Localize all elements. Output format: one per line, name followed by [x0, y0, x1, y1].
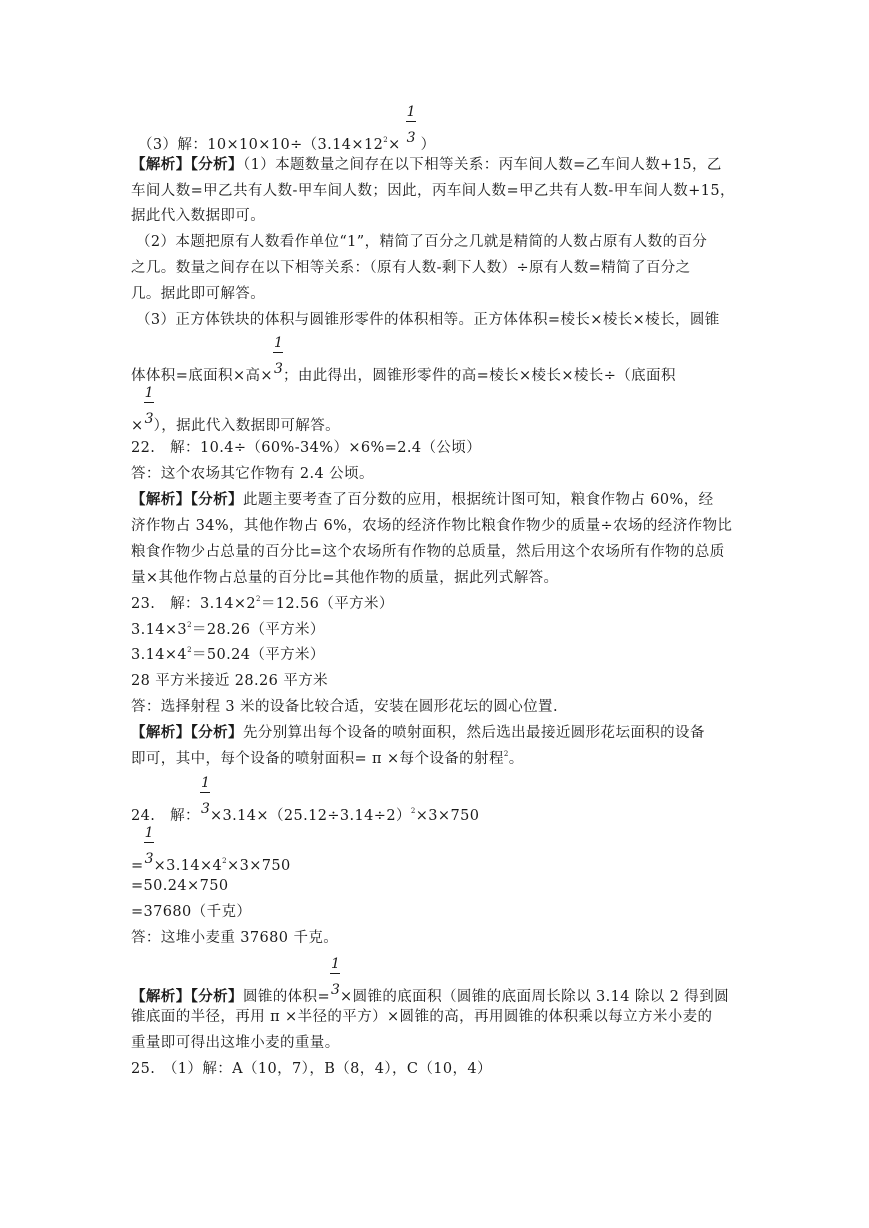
- text-run: （1）本题数量之间存在以下相等关系：丙车间人数=乙车间人数+15，乙: [242, 157, 722, 173]
- text-run: 24. 解：: [131, 808, 200, 824]
- text-line: 25. （1）解：A（10，7），B（8，4），C（10，4）: [131, 1061, 492, 1077]
- text-run: =: [131, 858, 144, 874]
- text-line: 粮食作物少占总量的百分比=这个农场所有作物的总质量，然后用这个农场所有作物的总质: [131, 544, 725, 560]
- text-line: [0, 104, 869, 155]
- fraction-denominator: 3: [144, 851, 154, 867]
- fraction-one-third: [144, 385, 154, 430]
- fraction-numerator: 1: [144, 825, 154, 841]
- fraction-one-third: [273, 335, 284, 380]
- text-run: 先分别算出每个设备的喷射面积，然后选出最接近圆形花坛面积的设备: [242, 725, 705, 741]
- text-line: [0, 749, 869, 769]
- text-run: ×3×750: [415, 808, 480, 824]
- text-line: 之几。数量之间存在以下相等关系：（原有人数-剩下人数）÷原有人数=精简了百分之: [131, 260, 691, 276]
- text-line: 据此代入数据即可。: [131, 208, 266, 224]
- text-run: ×圆锥的底面积（圆锥的底面周长除以 3.14 除以 2 得到圆: [340, 989, 730, 1005]
- text-line: 答：这个农场其它作物有 2.4 公顷。: [131, 466, 374, 482]
- text-run: ）: [420, 137, 436, 153]
- text-run: ；由此得出，圆锥形零件的高=棱长×棱长×棱长÷（底面积: [282, 368, 676, 384]
- text-line: [0, 825, 869, 876]
- text-line: =37680（千克）: [131, 904, 252, 920]
- text-run: 。: [508, 751, 524, 767]
- text-line: 济作物占 34%，其他作物占 6%，农场的经济作物比粮食作物少的质量÷农场的经济作物比: [131, 518, 733, 534]
- fraction-denominator: 3: [144, 411, 154, 427]
- text-line: （3）正方体铁块的体积与圆锥形零件的体积相等。正方体体积=棱长×棱长×棱长，圆锥: [136, 312, 720, 328]
- text-line: 22. 解：10.4÷（60%-34%）×6%=2.4（公顷）: [131, 440, 482, 456]
- text-line: 答：这堆小麦重 37680 千克。: [131, 930, 339, 946]
- text-line: [0, 335, 869, 386]
- text-run: ×3.14×4: [153, 858, 223, 874]
- fraction-bar: [406, 121, 416, 122]
- text-line: [0, 385, 869, 436]
- superscript: 2: [256, 595, 261, 603]
- text-line: [0, 490, 869, 510]
- text-run: 即可，其中，每个设备的喷射面积= π ×每个设备的射程: [131, 751, 504, 767]
- text-line: [0, 645, 869, 665]
- fraction-denominator: 3: [273, 361, 284, 377]
- text-run: 3.14×3: [131, 622, 188, 638]
- fraction-bar: [273, 352, 283, 353]
- superscript: 2: [222, 857, 228, 865]
- fraction-numerator: 1: [200, 775, 211, 791]
- text-line: [0, 775, 869, 826]
- fraction-numerator: 1: [144, 385, 154, 401]
- text-line: （2）本题把原有人数看作单位“1”，精简了百分之几就是精简的人数占原有人数的百分: [136, 234, 708, 250]
- fraction-bar: [330, 973, 340, 974]
- text-line: 车间人数=甲乙共有人数-甲车间人数；因此，丙车间人数=甲乙共有人数-甲车间人数+15，: [131, 183, 735, 199]
- text-line: 答：选择射程 3 米的设备比较合适，安装在圆形花坛的圆心位置.: [131, 699, 558, 715]
- text-run: 圆锥的体积=: [242, 989, 331, 1005]
- fraction-numerator: 1: [273, 335, 284, 351]
- superscript: 2: [187, 646, 192, 654]
- text-line: [0, 594, 869, 614]
- text-run: 此题主要考查了百分数的应用，根据统计图可知，粮食作物占 60%，经: [242, 492, 714, 508]
- text-line: 重量即可得出这堆小麦的重量。: [131, 1035, 340, 1051]
- text-line: [0, 723, 869, 743]
- text-line: [0, 620, 869, 640]
- text-line: =50.24×750: [131, 878, 229, 894]
- fraction-bar: [144, 842, 154, 843]
- analysis-label: 【解析】【分析】: [131, 724, 243, 741]
- text-run: ＝28.26（平方米）: [191, 622, 325, 638]
- text-line: 锥底面的半径，再用 π ×半径的平方）×圆锥的高，再用圆锥的体积乘以每立方米小麦的: [131, 1009, 713, 1025]
- text-run: 3.14×4: [131, 647, 188, 663]
- fraction-bar: [144, 402, 154, 403]
- analysis-label: 【解析】【分析】: [131, 156, 243, 173]
- text-run: 体体积=底面积×高×: [131, 368, 273, 384]
- fraction-one-third: [144, 825, 154, 870]
- fraction-denominator: 3: [331, 982, 341, 998]
- text-line: [0, 155, 869, 175]
- analysis-label: 【解析】【分析】: [131, 491, 243, 508]
- fraction-one-third: [330, 956, 341, 1001]
- analysis-label: 【解析】【分析】: [131, 988, 243, 1005]
- text-line: 量×其他作物占总量的百分比=其他作物的质量，据此列式解答。: [131, 570, 559, 586]
- fraction-denominator: 3: [406, 130, 416, 146]
- text-line: 几。据此即可解答。: [131, 286, 266, 302]
- text-run: ×: [388, 137, 401, 153]
- text-run: （3）解：10×10×10÷（3.14×12: [138, 137, 384, 153]
- text-line: [0, 956, 869, 1007]
- fraction-one-third: [200, 775, 211, 820]
- superscript: 2: [187, 621, 192, 629]
- fraction-numerator: 1: [331, 956, 341, 972]
- superscript: 2: [383, 136, 389, 144]
- text-run: ＝50.24（平方米）: [191, 647, 325, 663]
- text-run: ×3×750: [227, 858, 291, 874]
- text-run: ＝12.56（平方米）: [260, 596, 394, 612]
- fraction-numerator: 1: [406, 104, 416, 120]
- superscript: 2: [503, 750, 509, 758]
- text-line: 28 平方米接近 28.26 平方米: [131, 673, 328, 689]
- fraction-one-third: [406, 104, 416, 149]
- text-run: ×3.14×（25.12÷3.14÷2）: [209, 808, 411, 824]
- text-run: ），据此代入数据即可解答。: [153, 418, 341, 434]
- fraction-denominator: 3: [200, 801, 211, 817]
- text-run: 23. 解：3.14×2: [131, 596, 257, 612]
- fraction-bar: [200, 792, 210, 793]
- text-run: ×: [131, 418, 144, 434]
- superscript: 2: [410, 807, 416, 815]
